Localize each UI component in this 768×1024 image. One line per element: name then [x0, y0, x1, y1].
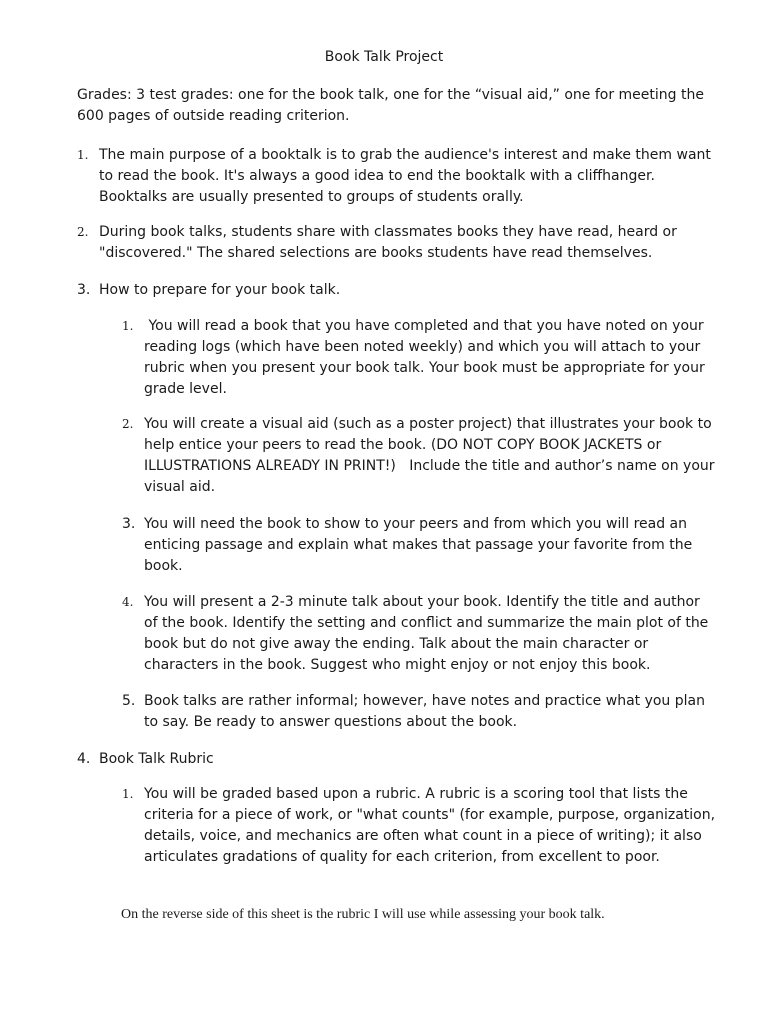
item-text: You will read a book that you have completed and that you have noted on your reading logs (which have been noted weekly) and which you will attach to your rubric when you present your book talk. Your book must be appropriate for your grade level.: [144, 318, 710, 397]
closing-note: On the reverse side of this sheet is the rubric I will use while assessing your book talk.: [121, 907, 605, 922]
item-text: You will be graded based upon a rubric. A rubric is a scoring tool that lists the criteria for a piece of work, or "what counts" (for example, purpose, organization, details, voice, and mechanics are often what count in a piece of writing); it also articulates gradations of quality for each criterion, from excellent to poor.: [144, 786, 716, 865]
item-text: You will create a visual aid (such as a poster project) that illustrates your book to help entice your peers to read the book. (DO NOT COPY BOOK JACKETS or ILLUSTRATIONS ALREADY IN PRINT!) Include the title and author’s name on your visual aid.: [144, 416, 719, 495]
item-text: You will need the book to show to your peers and from which you will read an enticing passage and explain what makes that passage your favorite from the book.: [144, 516, 693, 574]
item-number: 1.: [122, 319, 134, 333]
item-number: 1.: [122, 787, 134, 801]
item-text: The main purpose of a booktalk is to grab the audience's interest and make them want to read the book. It's always a good idea to end the booktalk with a cliffhanger. Booktalks are usually presented to groups of students orally.: [99, 147, 711, 205]
item-text: Book Talk Rubric: [99, 751, 214, 767]
grades-paragraph: Grades: 3 test grades: one for the book talk, one for the “visual aid,” one for meeting the 600 pages of outside reading criterion.: [77, 87, 704, 124]
item-number: 5.: [122, 693, 136, 709]
item-text: Book talks are rather informal; however, have notes and practice what you plan to say. Be ready to answer questions about the book.: [144, 693, 705, 730]
document-title: Book Talk Project: [324, 49, 444, 65]
item-number: 3.: [77, 282, 91, 298]
item-number: 4.: [77, 751, 91, 767]
item-number: 1.: [77, 148, 89, 162]
item-text: You will present a 2-3 minute talk about your book. Identify the title and author of the book. Identify the setting and conflict and summarize the main plot of the book but do not give away the ending. Talk about the main character or characters in the book. Suggest who might enjoy or not enjoy this book.: [144, 594, 709, 673]
item-number: 2.: [122, 417, 134, 431]
item-number: 4.: [122, 595, 134, 609]
item-number: 3.: [122, 516, 136, 532]
item-number: 2.: [77, 225, 89, 239]
item-text: During book talks, students share with classmates books they have read, heard or "discovered." The shared selections are books students have read themselves.: [99, 224, 677, 261]
item-text: How to prepare for your book talk.: [99, 282, 341, 298]
